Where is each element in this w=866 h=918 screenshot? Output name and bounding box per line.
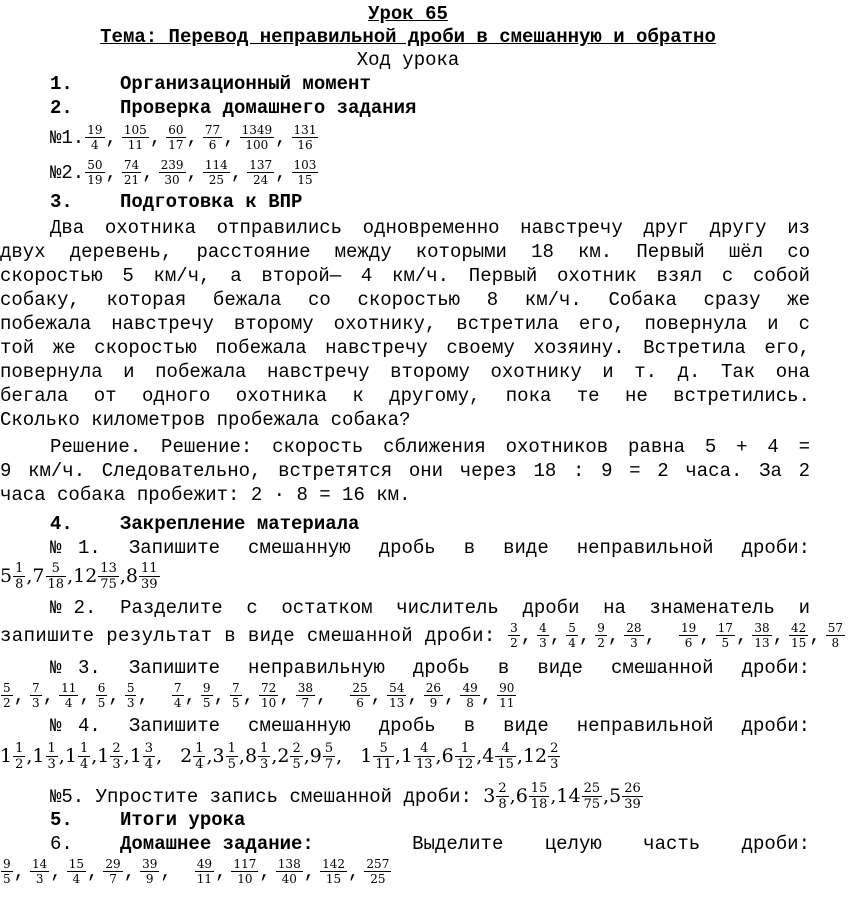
task-3-fractions: $\frac{5}{2}$ , $\frac{7}{3}$ , $\frac{11}{4}$ , $\frac{6}{5}$ , $\frac{5}{3}$ , $\frac{7}{4}$ , $\frac{9}{5}$ , $\frac{7}{5}$ , $\frac{72}{10}$ , $\frac{38}{7}$ , $\frac{25}{6}$ , $\frac{54}{13}$ , $\frac{26}{9}$ , $\frac{49}{8}$ , $\frac{90}{11}$ (3, 681, 515, 711)
fraction: $\frac{105}{11}$ (123, 123, 147, 153)
fraction: $\frac{5}{4}$ (568, 621, 576, 651)
mixed-number: 12 $\frac{2}{3}$ (522, 741, 559, 773)
fraction: $\frac{1}{2}$ (15, 741, 24, 773)
course-heading: Ход урока (356, 49, 460, 71)
fraction: $\frac{11}{4}$ (61, 681, 77, 711)
fraction: $\frac{54}{13}$ (389, 681, 405, 711)
fraction: $\frac{60}{17}$ (168, 123, 184, 153)
fraction: $\frac{239}{30}$ (160, 158, 184, 188)
fraction: $\frac{19}{4}$ (87, 123, 103, 153)
task-1-text: №1. Запишите смешанную дробь в виде неправильной дроби: (50, 537, 810, 559)
fraction: $\frac{25}{6}$ (352, 681, 368, 711)
task-1-mixed: 5 $\frac{1}{8}$ ,7 $\frac{5}{18}$ ,12 $\frac{13}{75}$ ,8 $\frac{11}{39}$ (0, 558, 816, 595)
mixed-number: 3 $\frac{2}{8}$ (483, 781, 507, 813)
text-line: Сколько километров пробежала собака? (0, 409, 411, 431)
section-5: 5. Итоги урока (50, 809, 246, 831)
text-line: бегала от одного охотника к другому, пока те не встретились. (0, 385, 810, 407)
fraction: $\frac{28}{3}$ (626, 621, 642, 651)
fraction: $\frac{1349}{100}$ (241, 123, 273, 153)
task-4-mixed: 1 $\frac{1}{2}$ ,1 $\frac{1}{3}$ ,1 $\frac{1}{4}$ ,1 $\frac{2}{3}$ ,1 $\frac{3}{4}$ , 2 $\frac{1}{4}$ ,3 $\frac{1}{5}$ ,8 $\frac{1}{3}$ ,2 $\frac{2}{5}$ ,9 $\frac{5}{7}$ , 1 $\frac{5}{11}$ ,1 $\frac{4}{13}$ ,6 $\frac{1}{12}$ ,4 $\frac{4}{15}$ ,12 $\frac{2}{3}$ (0, 736, 816, 777)
fraction: $\frac{1}{4}$ (79, 741, 89, 773)
fraction: $\frac{4}{3}$ (539, 621, 547, 651)
section-6: 6. Домашнее задание: Выделите целую часть дроби: (50, 833, 810, 855)
fraction: $\frac{26}{39}$ (624, 781, 641, 813)
fraction: $\frac{19}{6}$ (680, 621, 697, 651)
fraction: $\frac{90}{11}$ (499, 681, 515, 711)
fraction: $\frac{2}{3}$ (112, 741, 121, 773)
fraction: $\frac{15}{4}$ (68, 857, 85, 887)
mixed-number: 12 $\frac{13}{75}$ (73, 561, 117, 593)
fraction: $\frac{14}{3}$ (32, 857, 48, 887)
fraction: $\frac{5}{11}$ (375, 741, 392, 773)
fraction: $\frac{49}{8}$ (462, 681, 478, 711)
fraction: $\frac{39}{9}$ (142, 857, 158, 887)
fraction: $\frac{77}{6}$ (204, 123, 221, 153)
mixed-number: 9 $\frac{5}{7}$ (309, 741, 334, 773)
fraction: $\frac{1}{4}$ (195, 741, 204, 773)
fraction: $\frac{2}{3}$ (550, 741, 559, 773)
fraction: $\frac{103}{15}$ (293, 158, 317, 188)
fraction: $\frac{9}{5}$ (3, 857, 11, 887)
section-1: 1. Организационный момент (50, 73, 371, 95)
fraction: $\frac{3}{4}$ (144, 741, 154, 773)
mixed-number: 6 $\frac{15}{18}$ (515, 781, 548, 813)
fraction: $\frac{138}{40}$ (277, 857, 301, 887)
fraction: $\frac{117}{10}$ (233, 857, 257, 887)
fraction: $\frac{1}{5}$ (227, 741, 236, 773)
fraction: $\frac{5}{3}$ (126, 681, 135, 711)
mixed-number: 1 $\frac{3}{4}$ (129, 741, 154, 773)
fraction: $\frac{257}{25}$ (366, 857, 390, 887)
fraction: $\frac{57}{8}$ (827, 621, 843, 651)
homework-check-1: №1. $\frac{19}{4}$ , $\frac{105}{11}$ , $\frac{60}{17}$ , $\frac{77}{6}$ , $\frac{1349}{100}$ , $\frac{131}{16}$ (50, 120, 866, 156)
mixed-number: 1 $\frac{1}{4}$ (64, 741, 89, 773)
text-line: часа собака пробежит: 2 · 8 = 16 км. (0, 484, 411, 506)
task-4-text: №4. Запишите смешанную дробь в виде неправильной дроби: (50, 715, 810, 737)
fraction: $\frac{5}{7}$ (324, 741, 334, 773)
fraction: $\frac{17}{5}$ (717, 621, 733, 651)
mixed-number: 5 $\frac{26}{39}$ (609, 781, 641, 813)
fraction: $\frac{50}{19}$ (87, 158, 103, 188)
task-5-mixed: 3 $\frac{2}{8}$ ,6 $\frac{15}{18}$ ,14 $\frac{25}{75}$ ,5 $\frac{26}{39}$ (483, 786, 644, 808)
section-3: 3. Подготовка к ВПР (50, 191, 303, 213)
fraction: $\frac{5}{2}$ (3, 681, 11, 711)
fraction: $\frac{6}{5}$ (97, 681, 106, 711)
fraction: $\frac{2}{5}$ (292, 741, 301, 773)
mixed-number: 14 $\frac{25}{75}$ (556, 781, 601, 813)
mixed-number: 4 $\frac{4}{15}$ (482, 741, 514, 773)
mixed-number: 2 $\frac{1}{4}$ (180, 741, 204, 773)
fraction: $\frac{72}{10}$ (261, 681, 277, 711)
topic-title: Тема: Перевод неправильной дроби в смешанную и обратно (100, 26, 716, 48)
fraction: $\frac{9}{5}$ (202, 681, 211, 711)
mixed-number: 1 $\frac{1}{3}$ (32, 741, 56, 773)
mixed-number: 8 $\frac{11}{39}$ (125, 561, 158, 593)
task-2-text-1: №2. Разделите с остатком числитель дроби на знаменатель и (50, 597, 810, 619)
fraction: $\frac{4}{13}$ (416, 741, 433, 773)
fraction: $\frac{11}{39}$ (140, 561, 158, 593)
mixed-number: 6 $\frac{1}{12}$ (441, 741, 474, 773)
mixed-number: 1 $\frac{5}{11}$ (360, 741, 392, 773)
fraction: $\frac{1}{12}$ (456, 741, 474, 773)
fraction: $\frac{15}{18}$ (530, 781, 548, 813)
fraction: $\frac{3}{2}$ (510, 621, 518, 651)
fraction: $\frac{7}{4}$ (173, 681, 182, 711)
text-line: 9 км/ч. Следовательно, встретятся они через 18 : 9 = 2 часа. За 2 (0, 460, 810, 482)
text-line: двух деревень, расстояние между которыми 18 км. Первый шёл со (0, 241, 810, 263)
mixed-number: 7 $\frac{5}{18}$ (32, 561, 65, 593)
fraction: $\frac{142}{15}$ (322, 857, 346, 887)
section-2: 2. Проверка домашнего задания (50, 97, 417, 119)
fraction: $\frac{1}{3}$ (47, 741, 56, 773)
mixed-number: 1 $\frac{1}{2}$ (0, 741, 24, 773)
homework-check-2: №2. $\frac{50}{19}$ , $\frac{74}{21}$ , $\frac{239}{30}$ , $\frac{114}{25}$ , $\frac{137}{24}$ , $\frac{103}{15}$ (50, 155, 866, 191)
fraction: $\frac{74}{21}$ (123, 158, 140, 188)
mixed-number: 3 $\frac{1}{5}$ (212, 741, 236, 773)
text-line: Два охотника отправились одновременно навстречу друг другу из (50, 217, 810, 239)
text-line: Решение. Решение: скорость сближения охотников равна 5 + 4 = (50, 436, 810, 458)
fraction: $\frac{137}{24}$ (249, 158, 273, 188)
fraction: $\frac{7}{3}$ (32, 681, 40, 711)
fraction: $\frac{38}{13}$ (754, 621, 770, 651)
fraction: $\frac{1}{8}$ (15, 561, 24, 593)
text-line: побежала навстречу второму охотнику, встретила его, повернула и с (0, 313, 810, 335)
hw1-fractions: $\frac{19}{4}$ , $\frac{105}{11}$ , $\frac{60}{17}$ , $\frac{77}{6}$ , $\frac{1349}{100}$ , $\frac{131}{16}$ (87, 123, 317, 153)
fraction: $\frac{5}{18}$ (47, 561, 65, 593)
fraction: $\frac{4}{15}$ (497, 741, 514, 773)
task-2-fractions: $\frac{3}{2}$ , $\frac{4}{3}$ , $\frac{5}{4}$ , $\frac{9}{2}$ , $\frac{28}{3}$ , $\frac{19}{6}$ , $\frac{17}{5}$ , $\frac{38}{13}$ , $\frac{42}{15}$ , $\frac{57}{8}$ (510, 621, 843, 651)
task-2-line-2: запишите результат в виде смешанной дроби: $\frac{3}{2}$ , $\frac{4}{3}$ , $\frac{5}{4}$ , $\frac{9}{2}$ , $\frac{28}{3}$ , $\frac{19}{6}$ , $\frac{17}{5}$ , $\frac{38}{13}$ , $\frac{42}{15}$ , $\frac{57}{8}$ (0, 618, 816, 654)
fraction: $\frac{25}{75}$ (583, 781, 601, 813)
fraction: $\frac{13}{75}$ (100, 561, 117, 593)
mixed-number: 5 $\frac{1}{8}$ (0, 561, 24, 593)
mixed-number: 2 $\frac{2}{5}$ (277, 741, 301, 773)
fraction: $\frac{2}{8}$ (498, 781, 507, 813)
fraction: $\frac{49}{11}$ (196, 857, 213, 887)
section-4: 4. Закрепление материала (50, 513, 360, 535)
task-5-line: №5. Упростите запись смешанной дроби: 3 $\frac{2}{8}$ ,6 $\frac{15}{18}$ ,14 $\frac{25}{75}$ ,5 $\frac{26}{39}$ (50, 778, 866, 815)
lesson-title: Урок 65 (368, 3, 448, 25)
fraction: $\frac{1}{3}$ (260, 741, 269, 773)
fraction: $\frac{38}{7}$ (297, 681, 313, 711)
text-line: той же скоростью побежала навстречу своему хозяину. Встретила его, (0, 337, 810, 359)
hw2-fractions: $\frac{50}{19}$ , $\frac{74}{21}$ , $\frac{239}{30}$ , $\frac{114}{25}$ , $\frac{137}{24}$ , $\frac{103}{15}$ (87, 158, 317, 188)
mixed-number: 1 $\frac{4}{13}$ (400, 741, 433, 773)
fraction: $\frac{42}{15}$ (791, 621, 807, 651)
task-3-text: №3. Запишите неправильную дробь в виде смешанной дроби: (50, 657, 810, 679)
text-line: скоростью 5 км/ч, а второй— 4 км/ч. Первый охотник взял с собой (0, 265, 810, 287)
text-line: повернула и побежала навстречу второму охотнику и т. д. Так она (0, 361, 810, 383)
fraction: $\frac{9}{2}$ (597, 621, 605, 651)
fraction: $\frac{29}{7}$ (105, 857, 121, 887)
mixed-number: 8 $\frac{1}{3}$ (244, 741, 269, 773)
fraction: $\frac{26}{9}$ (425, 681, 442, 711)
text-line: собаку, которая бежала со скоростью 8 км/ч. Собака сразу же (0, 289, 810, 311)
fraction: $\frac{114}{25}$ (204, 158, 228, 188)
fraction: $\frac{7}{5}$ (231, 681, 240, 711)
mixed-number: 1 $\frac{2}{3}$ (97, 741, 121, 773)
homework-fractions: $\frac{9}{5}$ , $\frac{14}{3}$ , $\frac{15}{4}$ , $\frac{29}{7}$ , $\frac{39}{9}$ , $\frac{49}{11}$ , $\frac{117}{10}$ , $\frac{138}{40}$ , $\frac{142}{15}$ , $\frac{257}{25}$ (3, 857, 390, 887)
fraction: $\frac{131}{16}$ (293, 123, 317, 153)
